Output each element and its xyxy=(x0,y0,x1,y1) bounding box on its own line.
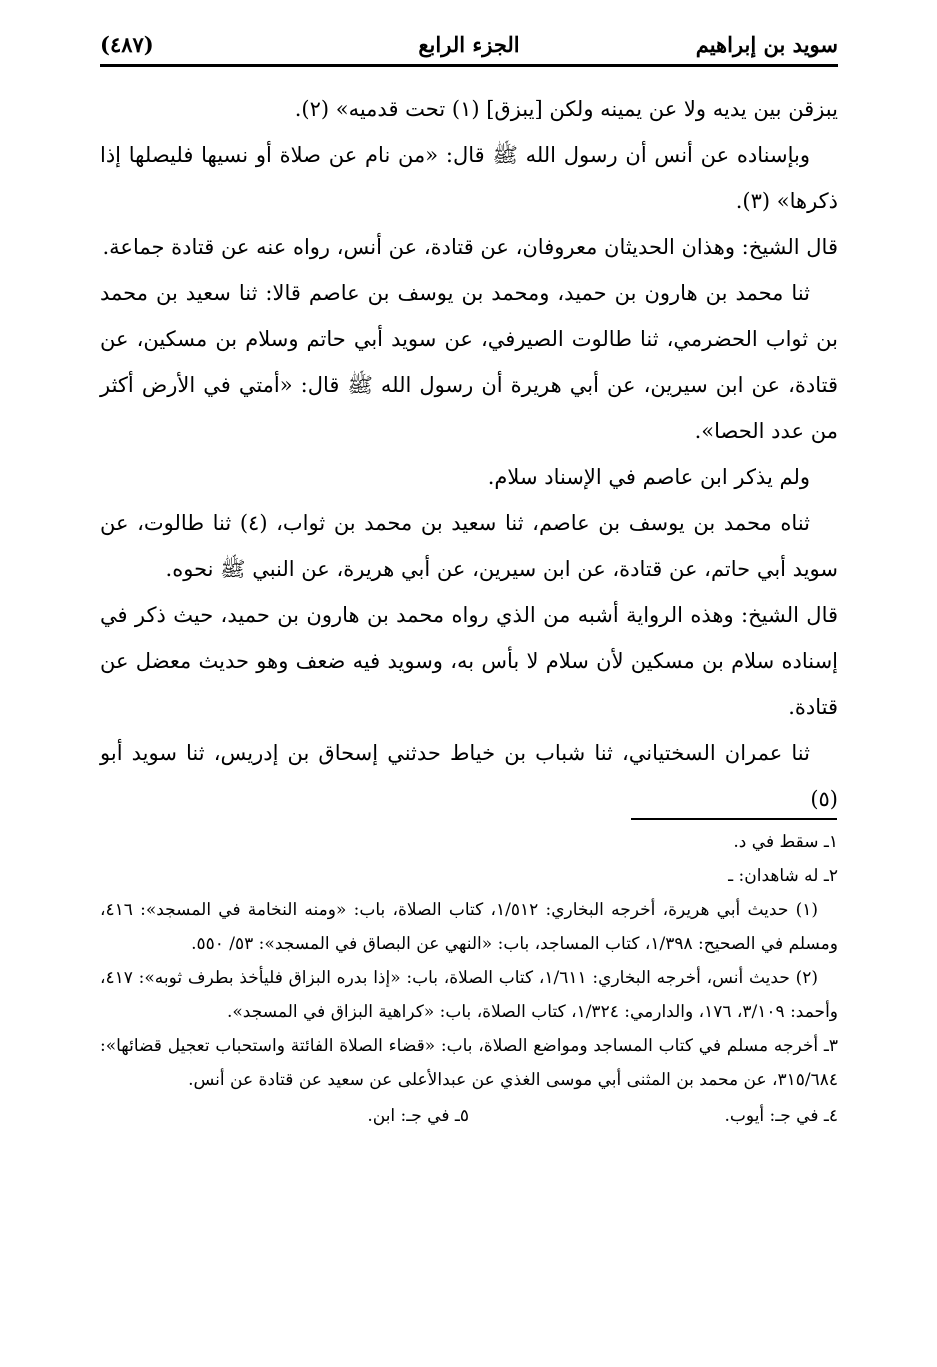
paragraph: قال الشيخ: وهذه الرواية أشبه من الذي رواه محمد بن هارون بن حميد، حيث ذكر في إسناده سلام بن مسكين لأن سلام لا بأس به، وسويد فيه ضعف وهو حديث معضل عن قتادة. xyxy=(100,603,838,719)
footnote: ٣ـ أخرجه مسلم في كتاب المساجد ومواضع الصلاة، باب: «قضاء الصلاة الفائتة واستحباب تعجيل قضائها»: ٣١٥/٦٨٤، عن محمد بن المثنى أبي موسى الغذي عن عبدالأعلى عن سعيد عن قتادة عن أنس. xyxy=(100,1036,838,1090)
paragraph: ثنا عمران السختياني، ثنا شباب بن خياط حدثني إسحاق بن إدريس، ثنا سويد أبو (٥) xyxy=(100,741,838,811)
page-header xyxy=(100,28,838,68)
footnote: ١ـ سقط في د. xyxy=(733,832,838,852)
header-divider xyxy=(100,64,838,67)
footnote: ٥ـ في جـ: ابن. xyxy=(367,1106,469,1126)
main-text xyxy=(100,86,838,822)
paragraph: ثنا محمد بن هارون بن حميد، ومحمد بن يوسف بن عاصم قالا: ثنا سعيد بن محمد بن ثواب الحضرمي، ثنا طالوت الصيرفي، عن سويد أبي حاتم وسلام بن مسكين، عن قتادة، عن ابن سيرين، عن أبي هريرة أن رسول الله ﷺ قال: «أمتي في الأرض أكثر من عدد الحصا». xyxy=(100,281,838,443)
paragraph: ولم يذكر ابن عاصم في الإسناد سلام. xyxy=(487,465,810,489)
paragraph: ثناه محمد بن يوسف بن عاصم، ثنا سعيد بن محمد بن ثواب، (٤) ثنا طالوت، عن سويد أبي حاتم، عن قتادة، عن ابن سيرين، عن أبي هريرة، عن النبي ﷺ نحوه. xyxy=(100,511,838,581)
paragraph: يبزقن بين يديه ولا عن يمينه ولكن [يبزق] (١) تحت قدميه» (٢). xyxy=(294,97,838,121)
footnote-subitem: (١) حديث أبي هريرة، أخرجه البخاري: ١/٥١٢، كتاب الصلاة، باب: «ومنه النخامة في المسجد»: ٤١٦، ومسلم في الصحيح: ١/٣٩٨، كتاب المساجد، باب: «النهي عن البصاق في المسجد»: ٥٣/ ٥٥٠. xyxy=(100,900,838,954)
footnote: ٢ـ له شاهدان: ـ xyxy=(728,866,838,886)
footnote: ٤ـ في جـ: أيوب. xyxy=(724,1106,838,1126)
running-title: سويد بن إبراهيم xyxy=(695,32,838,57)
footnotes xyxy=(100,825,838,1133)
paragraph: قال الشيخ: وهذان الحديثان معروفان، عن قتادة، عن أنس، رواه عنه عن قتادة جماعة. xyxy=(102,235,838,259)
footnote-row xyxy=(100,1099,838,1133)
page-number: (٤٨٧) xyxy=(100,32,154,57)
paragraph: وبإسناده عن أنس أن رسول الله ﷺ قال: «من نام عن صلاة أو نسيها فليصلها إذا ذكرها» (٣). xyxy=(100,143,838,213)
footnote-subitem: (٢) حديث أنس، أخرجه البخاري: ١/٦١١، كتاب الصلاة، باب: «إذا بدره البزاق فليأخذ بطرف ثوبه»: ٤١٧، وأحمد: ٣/١٠٩، ١٧٦، والدارمي: ١/٣٢٤، كتاب الصلاة، باب: «كراهية البزاق في المسجد». xyxy=(100,968,838,1022)
volume-title: الجزء الرابع xyxy=(418,32,520,57)
footnote-divider xyxy=(631,818,837,820)
